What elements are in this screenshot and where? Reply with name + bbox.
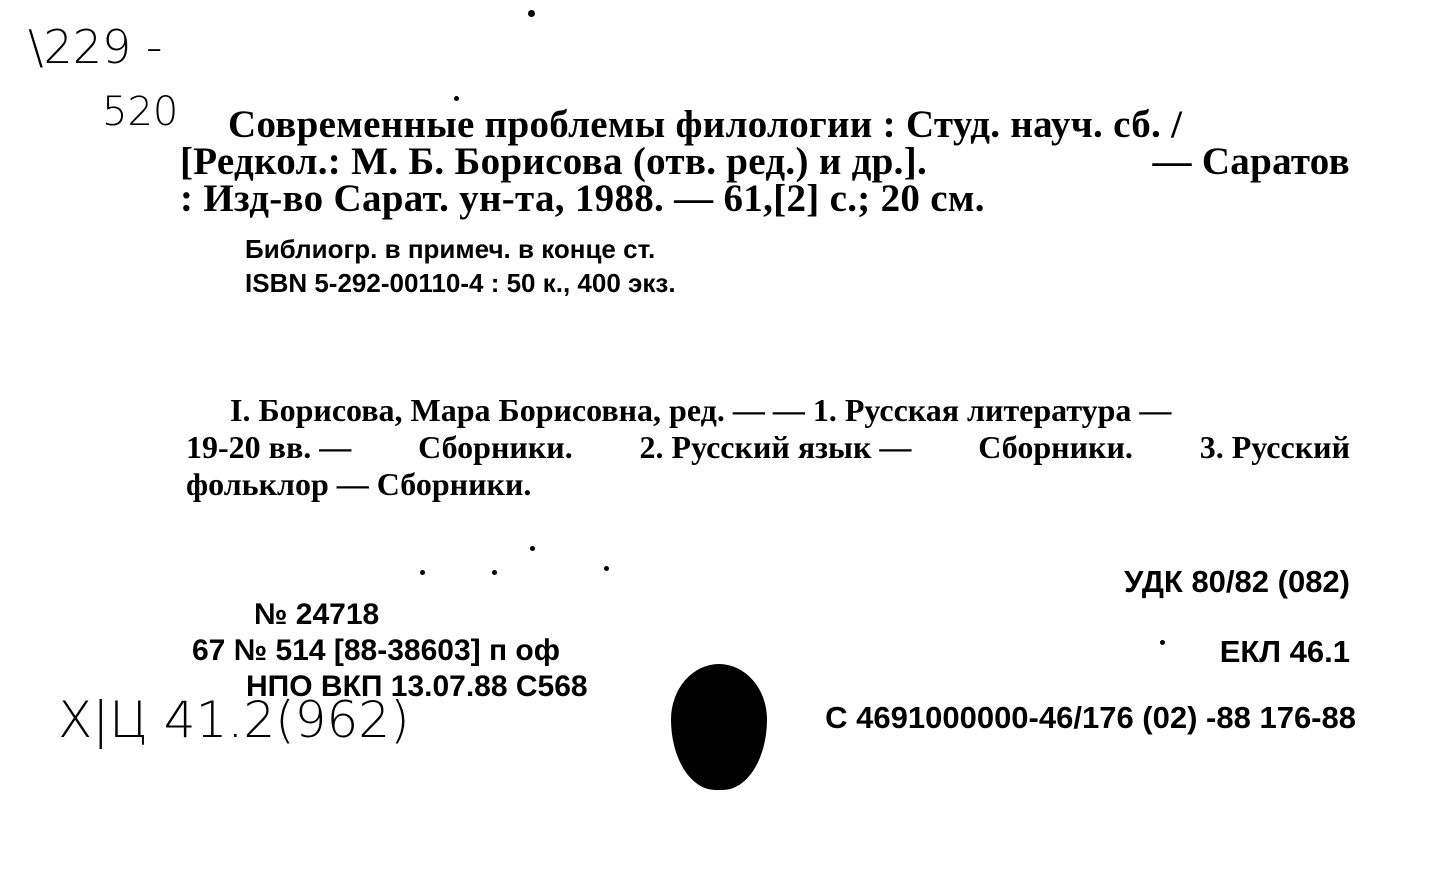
ink-speck xyxy=(492,570,497,575)
ink-speck xyxy=(530,546,535,551)
tracing-russian-language: 2. Русский язык — xyxy=(639,429,912,465)
order-number: № 24718 xyxy=(254,598,380,631)
ink-speck xyxy=(420,570,425,575)
bibliography-note: Библиогр. в примеч. в конце ст. xyxy=(245,234,656,264)
publication-place: — Саратов xyxy=(1152,140,1350,183)
ink-blot xyxy=(671,664,767,790)
handwritten-code-bottom: 520 xyxy=(102,89,179,135)
title-line-1: Современные проблемы филологии : Студ. науч. сб. / xyxy=(228,103,1183,146)
title-line-3: : Изд-во Сарат. ун-та, 1988. — 61,[2] с.; 20 см. xyxy=(180,177,985,220)
ekl-code: ЕКЛ 46.1 xyxy=(1219,634,1350,669)
isbn-line: ISBN 5-292-00110-4 : 50 к., 400 экз. xyxy=(245,268,676,298)
subject-tracing xyxy=(186,392,1350,503)
udk-code: УДК 80/82 (082) xyxy=(1124,564,1350,599)
order-line-3: НПО ВКП 13.07.88 С568 xyxy=(246,670,588,703)
notes-block xyxy=(245,232,676,300)
ink-speck xyxy=(604,566,609,571)
tracing-russian: 3. Русский xyxy=(1199,429,1350,465)
catalog-index: С 4691000000-46/176 (02) -88 176-88 xyxy=(825,700,1356,735)
ink-speck xyxy=(454,96,459,101)
order-block xyxy=(192,597,588,705)
ink-speck xyxy=(528,10,535,17)
title-line-2 xyxy=(180,140,1350,183)
bibliographic-description xyxy=(180,103,1350,220)
ink-speck xyxy=(1160,640,1165,645)
tracing-line-1: I. Борисова, Мара Борисовна, ред. — — 1. Русская литература — xyxy=(230,392,1172,428)
order-line-2: 67 № 514 [88-38603] п оф xyxy=(192,634,560,667)
tracing-line-2 xyxy=(186,429,1350,466)
tracing-collections-1: Сборники. xyxy=(418,429,573,465)
tracing-line-3: фольклор — Сборники. xyxy=(186,466,532,502)
editorial-board: [Редкол.: М. Б. Борисова (отв. ред.) и др.]. xyxy=(180,140,928,183)
handwritten-code-top: \229 - xyxy=(28,20,163,74)
tracing-collections-2: Сборники. xyxy=(978,429,1133,465)
tracing-centuries: 19-20 вв. — xyxy=(186,429,352,465)
handwritten-shelf-mark: Х|Ц 41.2(962) xyxy=(58,691,410,749)
